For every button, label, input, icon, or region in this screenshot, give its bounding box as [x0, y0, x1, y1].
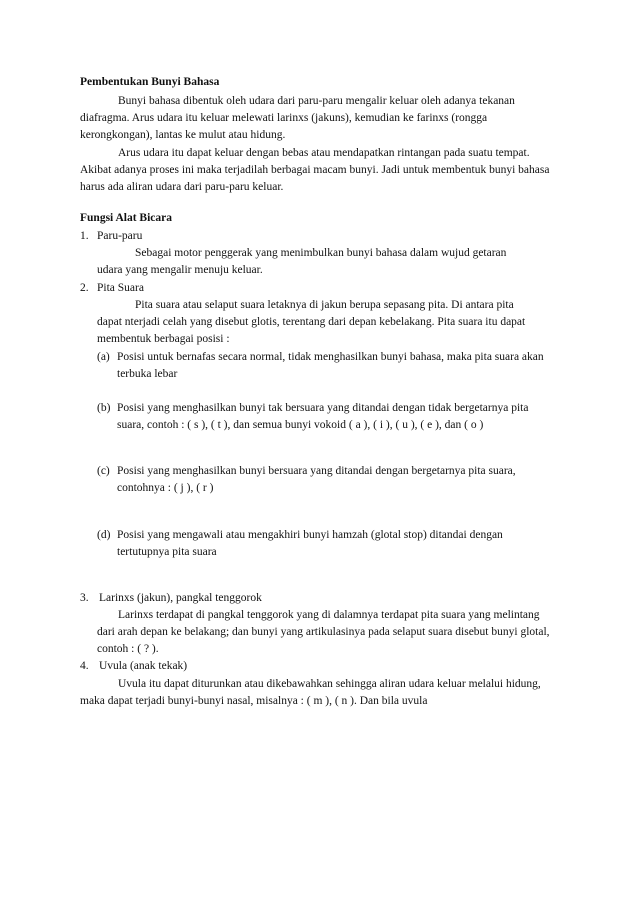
sublist-mark: (d): [97, 529, 111, 541]
sublist-line: terbuka lebar: [117, 368, 178, 380]
sublist-line: Posisi yang mengawali atau mengakhiri bunyi hamzah (glotal stop) ditandai dengan: [117, 529, 503, 541]
paragraph-line: diafragma. Arus udara itu keluar melewati larinxs (jakuns), kemudian ke farinxs (rongga: [80, 112, 488, 124]
paragraph-line: membentuk berbagai posisi :: [97, 333, 230, 345]
paragraph-line: Uvula itu dapat diturunkan atau dikebawahkan sehingga aliran udara keluar melalui hidung,: [118, 678, 541, 690]
paragraph-line: dari arah depan ke belakang; dan bunyi yang artikulasinya pada selaput suara disebut bunyi glotal,: [97, 626, 550, 638]
paragraph-line: Akibat adanya proses ini maka terjadilah berbagai macam bunyi. Jadi untuk membentuk bunyi bahasa: [80, 164, 550, 176]
list-item-label: Paru-paru: [97, 230, 143, 242]
paragraph-line: Larinxs terdapat di pangkal tenggorok yang di dalamnya terdapat pita suara yang melintang: [118, 609, 540, 621]
list-item-label: Larinxs (jakun), pangkal tenggorok: [99, 592, 262, 604]
paragraph-line: udara yang mengalir menuju keluar.: [97, 264, 263, 276]
sublist-line: Posisi yang menghasilkan bunyi bersuara yang ditandai dengan bergetarnya pita suara,: [117, 465, 516, 477]
list-number: 4.: [80, 660, 89, 672]
list-item-label: Pita Suara: [97, 282, 144, 294]
section-title-pembentukan: Pembentukan Bunyi Bahasa: [80, 76, 220, 88]
paragraph-line: Sebagai motor penggerak yang menimbulkan bunyi bahasa dalam wujud getaran: [135, 247, 507, 259]
sublist-mark: (b): [97, 402, 111, 414]
paragraph-line: contoh : ( ? ).: [97, 643, 159, 655]
section-title-fungsi: Fungsi Alat Bicara: [80, 212, 173, 224]
sublist-line: suara, contoh : ( s ), ( t ), dan semua bunyi vokoid ( a ), ( i ), ( u ), ( e ), dan ( o ): [117, 419, 484, 431]
list-number: 3.: [80, 592, 89, 604]
paragraph-line: Arus udara itu dapat keluar dengan bebas atau mendapatkan rintangan pada suatu tempat.: [118, 147, 530, 159]
paragraph-line: maka dapat terjadi bunyi-bunyi nasal, misalnya : ( m ), ( n ). Dan bila uvula: [80, 695, 428, 707]
paragraph-line: Pita suara atau selaput suara letaknya di jakun berupa sepasang pita. Di antara pita: [135, 299, 514, 311]
sublist-line: tertutupnya pita suara: [117, 546, 217, 558]
sublist-line: Posisi untuk bernafas secara normal, tidak menghasilkan bunyi bahasa, maka pita suara akan: [117, 351, 544, 363]
sublist-mark: (a): [97, 351, 110, 363]
paragraph-line: kerongkongan), lantas ke mulut atau hidung.: [80, 129, 286, 141]
list-number: 2.: [80, 282, 89, 294]
paragraph-line: dapat nterjadi celah yang disebut glotis, terentang dari depan kebelakang. Pita suara itu dapat: [97, 316, 526, 328]
list-item-label: Uvula (anak tekak): [99, 660, 188, 672]
paragraph-line: Bunyi bahasa dibentuk oleh udara dari paru-paru mengalir keluar oleh adanya tekanan: [118, 95, 515, 107]
sublist-mark: (c): [97, 465, 110, 477]
paragraph-line: harus ada aliran udara dari paru-paru keluar.: [80, 181, 284, 193]
sublist-line: Posisi yang menghasilkan bunyi tak bersuara yang ditandai dengan tidak bergetarnya pita: [117, 402, 529, 414]
list-number: 1.: [80, 230, 89, 242]
sublist-line: contohnya : ( j ), ( r ): [117, 482, 214, 494]
